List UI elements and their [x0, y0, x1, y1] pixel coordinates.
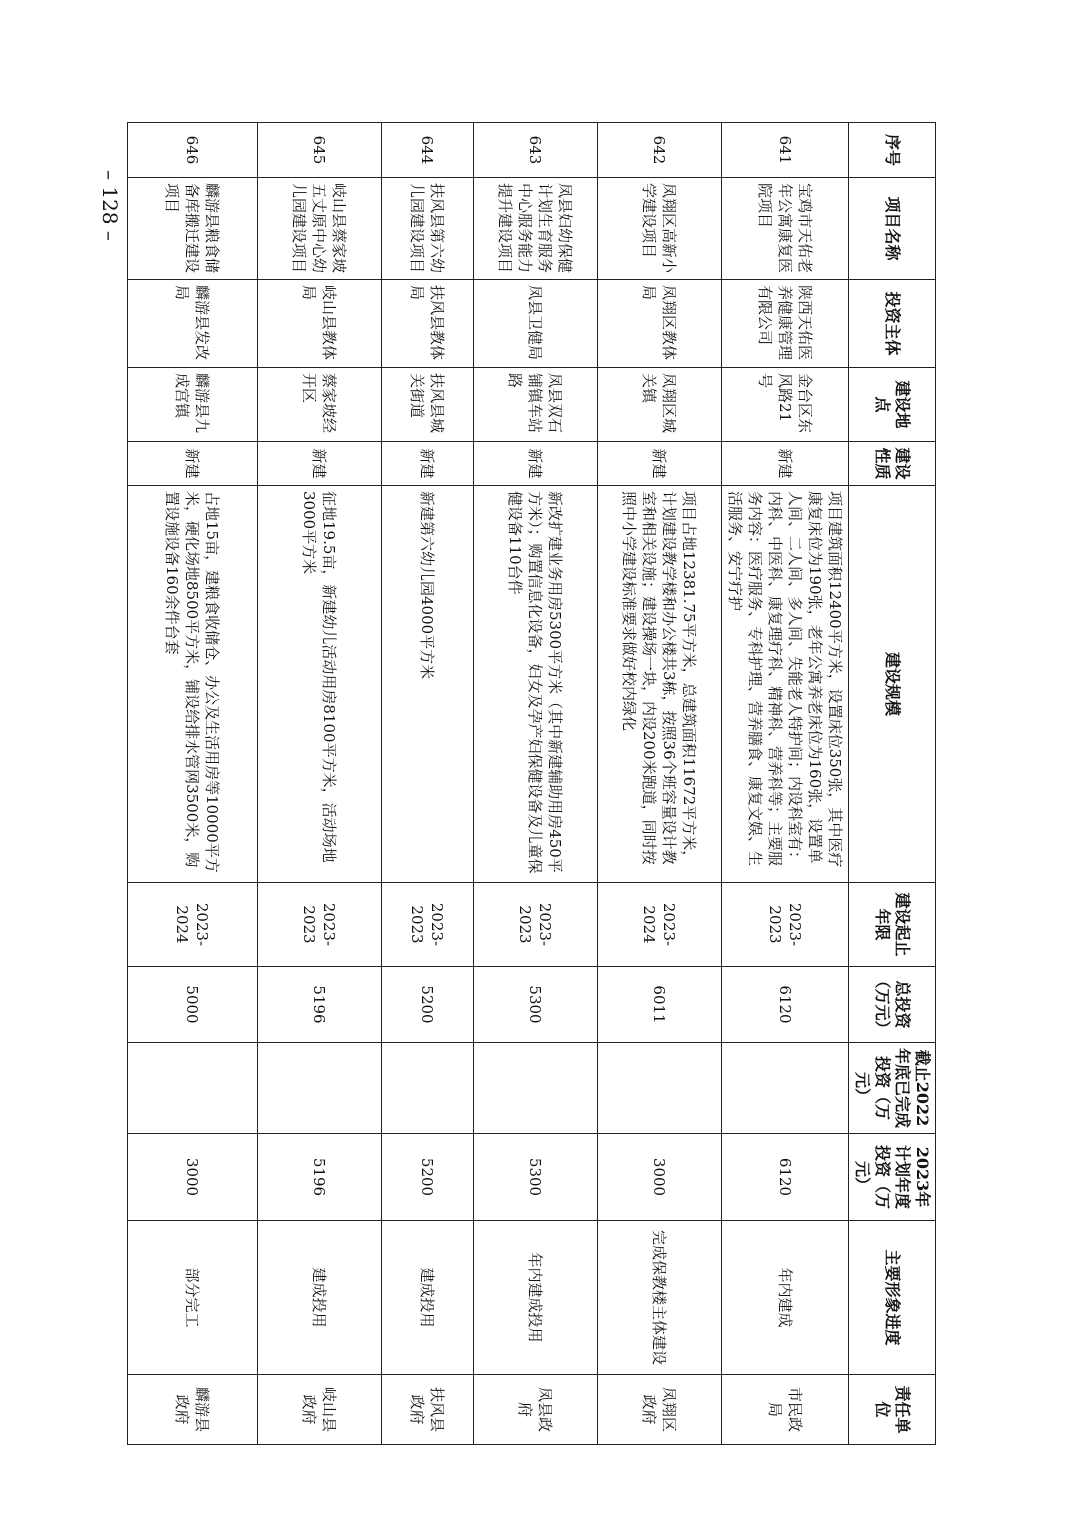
cell-nature: 新建	[598, 442, 722, 486]
header-seq: 序号	[849, 123, 936, 178]
cell-nature: 新建	[128, 442, 258, 486]
table-row	[722, 123, 849, 1445]
cell-seq: 644	[382, 123, 474, 178]
header-row	[849, 123, 936, 1445]
cell-progress: 年内建成	[722, 1221, 849, 1375]
cell-completed	[722, 1043, 849, 1134]
cell-unit: 凤翔区政府	[598, 1375, 722, 1445]
cell-unit: 凤县政府	[474, 1375, 598, 1445]
cell-period: 2023-2023	[722, 883, 849, 967]
table-frame	[140, 122, 936, 1434]
table-row	[258, 123, 382, 1445]
cell-scale: 项目占地12381.75平方米，总建筑面积11672平方米，计划建设教学楼和办公楼共3栋，按照36个班容量设计教室和相关设施；建设操场一块，内设200米跑道，同时按照中小学建设标准要求做好校内绿化	[598, 486, 722, 883]
cell-progress: 建成投用	[382, 1221, 474, 1375]
cell-period: 2023-2023	[382, 883, 474, 967]
cell-unit: 麟游县政府	[128, 1375, 258, 1445]
header-period: 建设起止年限	[849, 883, 936, 967]
cell-name: 宝鸡市天佑老年公寓康复医院项目	[722, 178, 849, 280]
cell-progress: 建成投用	[258, 1221, 382, 1375]
cell-seq: 646	[128, 123, 258, 178]
cell-nature: 新建	[722, 442, 849, 486]
cell-scale: 新建第六幼儿园4000平方米	[382, 486, 474, 883]
cell-name: 凤县妇幼保健计划生育服务中心服务能力提升建设项目	[474, 178, 598, 280]
cell-total: 5196	[258, 967, 382, 1043]
cell-completed	[258, 1043, 382, 1134]
cell-location: 麟游县九成宫镇	[128, 368, 258, 442]
header-progress: 主要形象进度	[849, 1221, 936, 1375]
cell-total: 6120	[722, 967, 849, 1043]
cell-plan2023: 6120	[722, 1134, 849, 1221]
cell-period: 2023-2023	[474, 883, 598, 967]
table-row	[598, 123, 722, 1445]
cell-name: 麟游县粮食储备库搬迁建设项目	[128, 178, 258, 280]
cell-period: 2023-2023	[258, 883, 382, 967]
header-nature: 建设性质	[849, 442, 936, 486]
cell-plan2023: 5200	[382, 1134, 474, 1221]
header-unit: 责任单位	[849, 1375, 936, 1445]
cell-seq: 643	[474, 123, 598, 178]
cell-unit: 扶风县政府	[382, 1375, 474, 1445]
cell-name: 凤翔区高新小学建设项目	[598, 178, 722, 280]
header-name: 项目名称	[849, 178, 936, 280]
header-completed: 截止2022年底已完成投资（万元）	[849, 1043, 936, 1134]
project-table	[127, 122, 936, 1445]
cell-investor: 凤翔区教体局	[598, 280, 722, 368]
header-plan2023: 2023年计划年度投资（万元）	[849, 1134, 936, 1221]
cell-investor: 陕西天佑医养健康管理有限公司	[722, 280, 849, 368]
table-row	[474, 123, 598, 1445]
cell-scale: 占地15亩，建粮食收储仓、办公及生活用房等10000平方米，硬化场地8500平方米，铺设给排水管网3500米，购置设施设备160余件台套	[128, 486, 258, 883]
cell-location: 凤翔区城关镇	[598, 368, 722, 442]
cell-completed	[474, 1043, 598, 1134]
cell-nature: 新建	[382, 442, 474, 486]
table-row	[382, 123, 474, 1445]
cell-total: 6011	[598, 967, 722, 1043]
cell-progress: 完成保教楼主体建设	[598, 1221, 722, 1375]
cell-plan2023: 5196	[258, 1134, 382, 1221]
header-total: 总投资（万元）	[849, 967, 936, 1043]
cell-total: 5200	[382, 967, 474, 1043]
cell-scale: 征地19.5亩，新建幼儿活动用房8100平方米，活动场地3000平方米	[258, 486, 382, 883]
cell-completed	[128, 1043, 258, 1134]
page-number: – 128 –	[98, 169, 122, 241]
cell-scale: 新改扩建业务用房5300平方米（其中新建辅助用房450平方米）；购置信息化设备，妇女及孕产妇保健设备及儿童保健设备110台件	[474, 486, 598, 883]
cell-name: 扶风县第六幼儿园建设项目	[382, 178, 474, 280]
cell-total: 5000	[128, 967, 258, 1043]
cell-progress: 年内建成投用	[474, 1221, 598, 1375]
cell-nature: 新建	[474, 442, 598, 486]
cell-scale: 项目建筑面积12400平方米，设置床位350张，其中医疗康复床位为190张，老年公寓养老床位为160张，设置单人间、二人间、多人间、失能老人特护间；内设科室有：内科、中医科、康复理疗科、精神科、营养科等；主要服务内容：医疗服务、专科护理、营养膳食、康复文娱、生活服务、安宁疗护	[722, 486, 849, 883]
cell-location: 金台区东风路21号	[722, 368, 849, 442]
cell-period: 2023-2024	[128, 883, 258, 967]
cell-period: 2023-2024	[598, 883, 722, 967]
cell-completed	[598, 1043, 722, 1134]
header-investor: 投资主体	[849, 280, 936, 368]
cell-progress: 部分完工	[128, 1221, 258, 1375]
header-scale: 建设规模	[849, 486, 936, 883]
cell-plan2023: 3000	[598, 1134, 722, 1221]
cell-investor: 凤县卫健局	[474, 280, 598, 368]
rotated-table-container	[140, 122, 936, 1434]
cell-location: 蔡家坡经开区	[258, 368, 382, 442]
cell-location: 扶风县城关街道	[382, 368, 474, 442]
cell-unit: 岐山县政府	[258, 1375, 382, 1445]
table-row	[128, 123, 258, 1445]
cell-nature: 新建	[258, 442, 382, 486]
cell-location: 凤县双石铺镇车站路	[474, 368, 598, 442]
cell-name: 岐山县蔡家坡五丈原中心幼儿园建设项目	[258, 178, 382, 280]
cell-completed	[382, 1043, 474, 1134]
cell-plan2023: 5300	[474, 1134, 598, 1221]
cell-investor: 扶风县教体局	[382, 280, 474, 368]
cell-unit: 市民政局	[722, 1375, 849, 1445]
cell-investor: 岐山县教体局	[258, 280, 382, 368]
cell-seq: 645	[258, 123, 382, 178]
cell-investor: 麟游县发改局	[128, 280, 258, 368]
cell-seq: 642	[598, 123, 722, 178]
cell-total: 5300	[474, 967, 598, 1043]
header-location: 建设地点	[849, 368, 936, 442]
cell-plan2023: 3000	[128, 1134, 258, 1221]
cell-seq: 641	[722, 123, 849, 178]
